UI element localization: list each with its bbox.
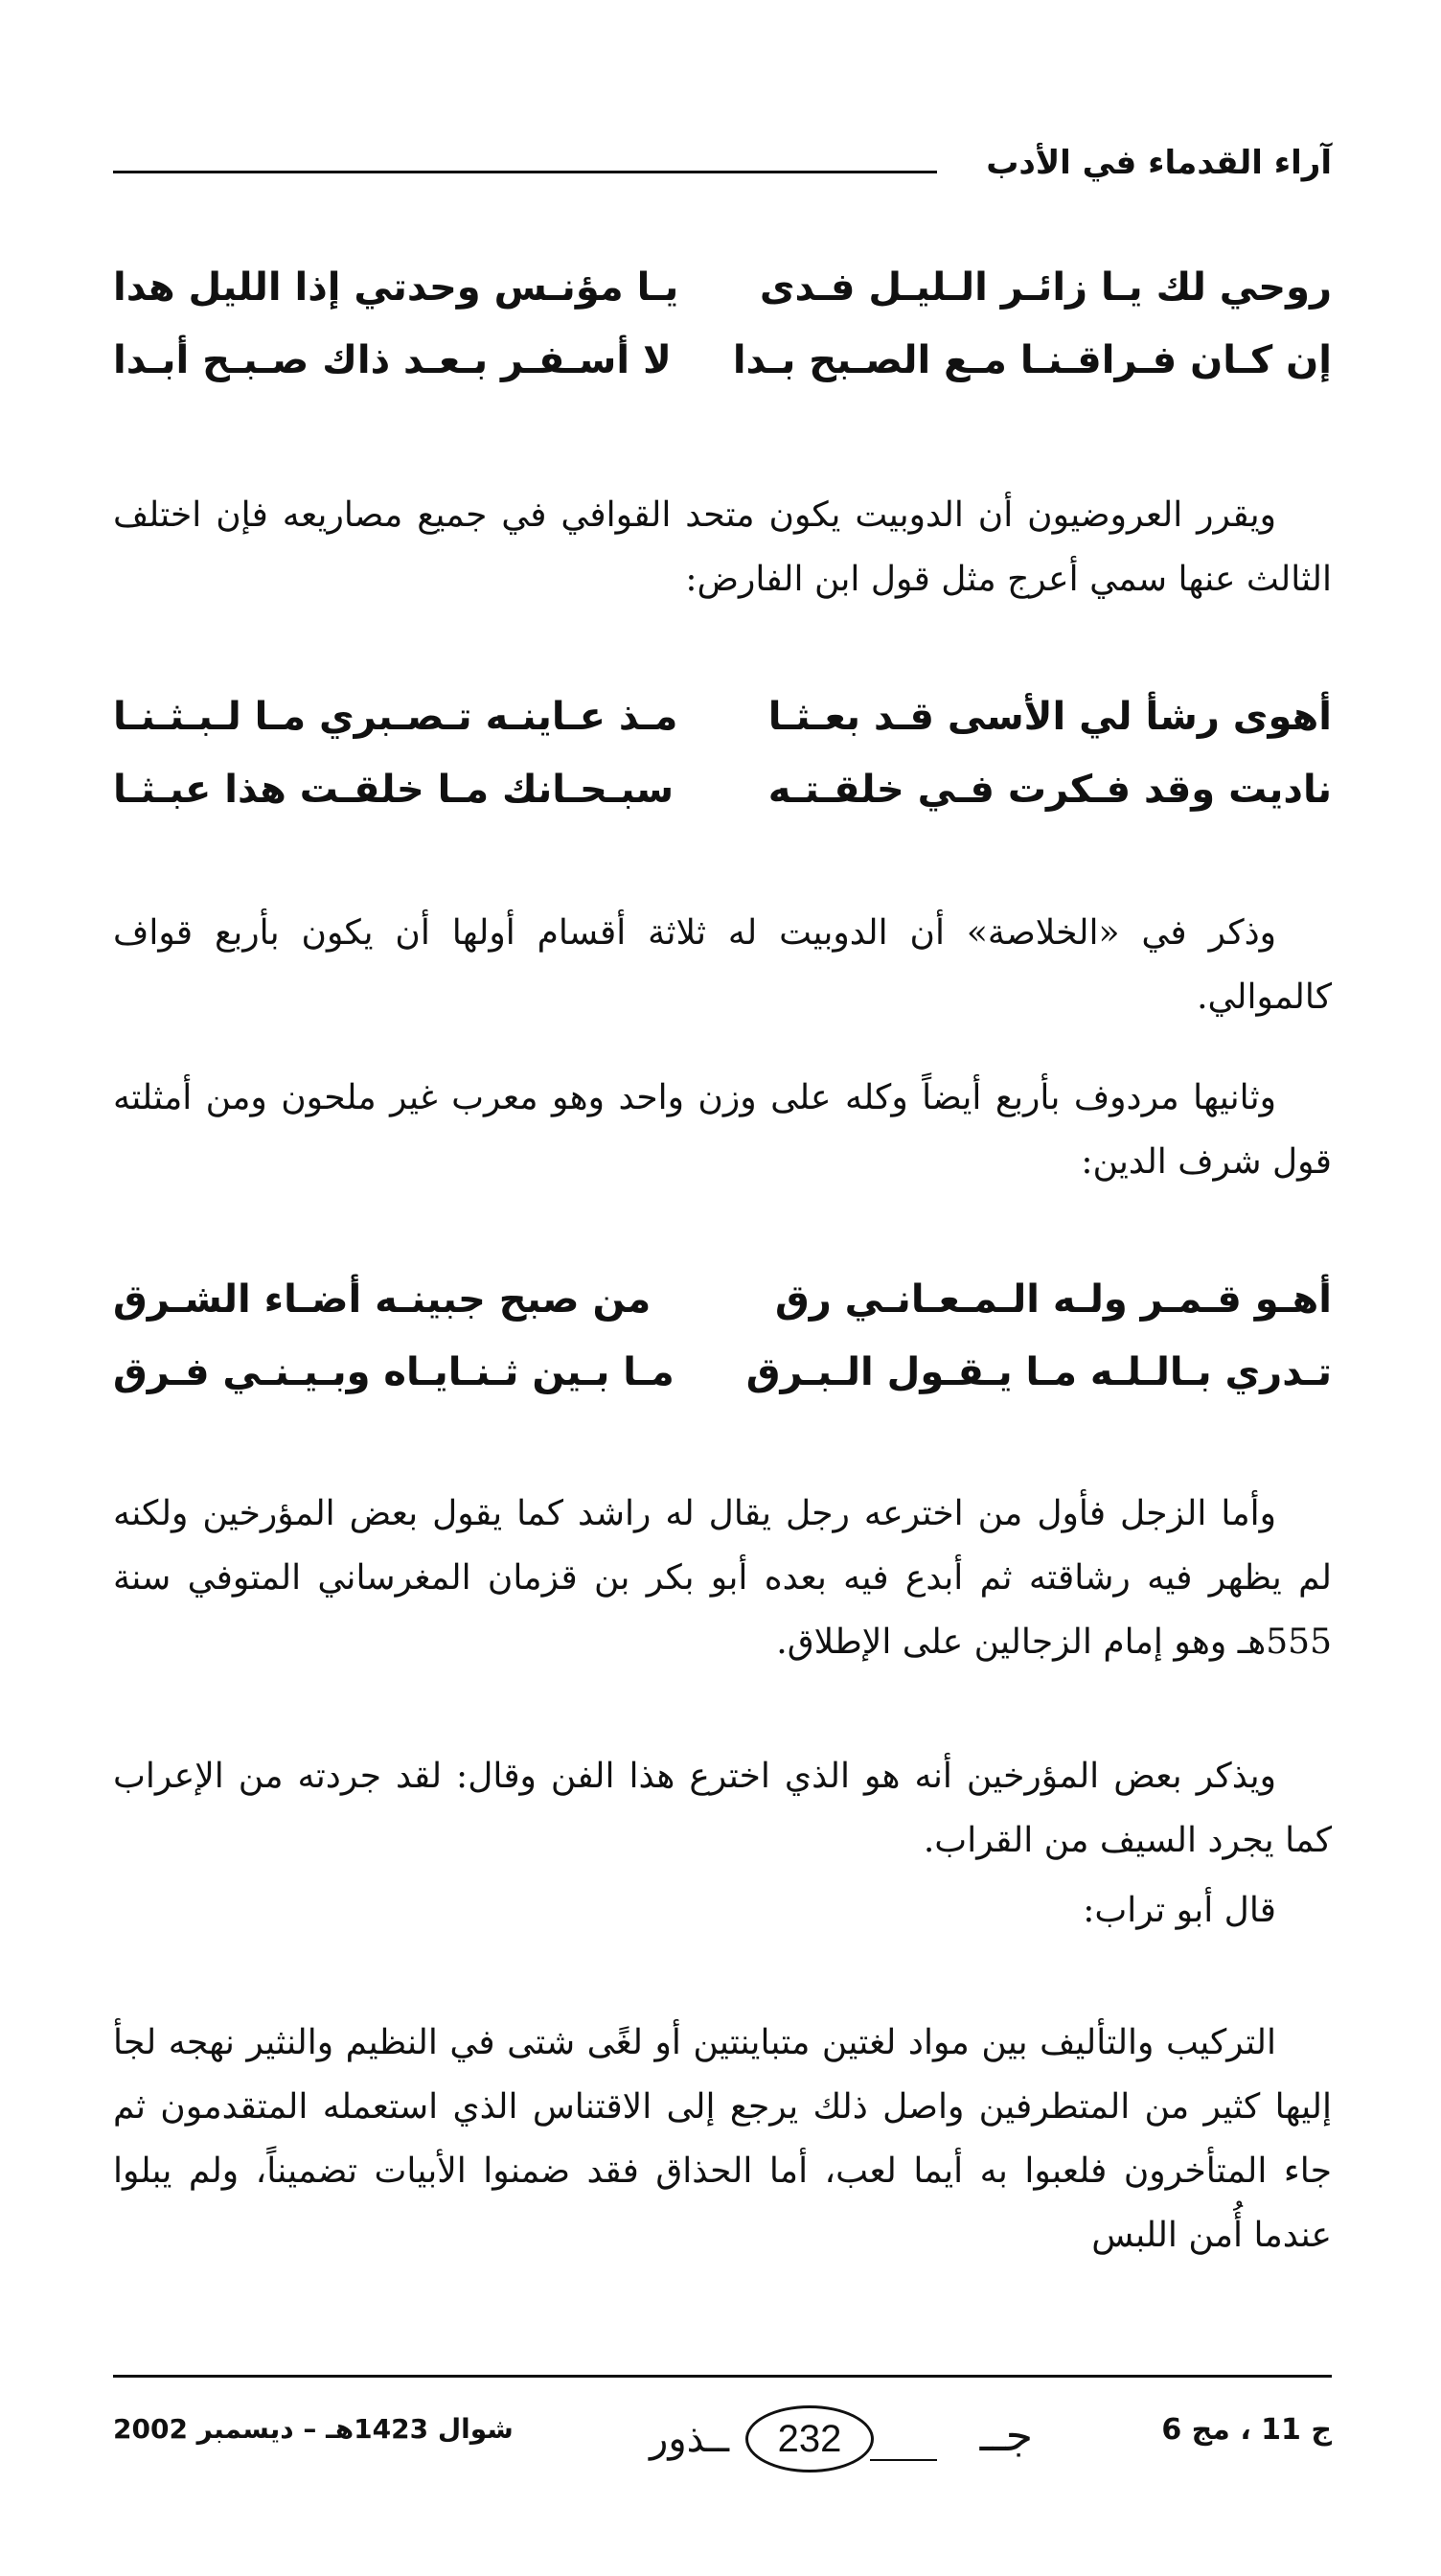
verse-group-1 [113,251,1332,397]
verse-line [113,753,1332,826]
issue-date: شوال 1423هـ – ديسمبر 2002 [113,2413,514,2445]
verse-first-hemistich: ناديت وقد فـكرت فـي خلقـتـه [767,768,1332,812]
verse-second-hemistich: من صبح جبينـه أضـاء الشـرق [113,1277,652,1322]
journal-logo-text-right: جــ [979,2409,1033,2461]
verse-line [113,324,1332,397]
paragraph: قال أبو تراب: [1083,1891,1276,1930]
verse-second-hemistich: مـذ عـاينـه تـصـبري مـا لـبـثـنـا [113,695,678,739]
verse-second-hemistich: مـا بـين ثـنـايـاه وبـيـنـي فـرق [113,1350,675,1394]
verse-first-hemistich: إن كـان فـراقـنـا مـع الصـبح بـدا [732,338,1332,382]
paragraph-block [113,1744,1332,1873]
verse-first-hemistich: أهـو قـمـر ولـه الـمـعـانـي رق [774,1277,1332,1322]
verse-second-hemistich: سبـحـانك مـا خلقـت هذا عبـثـا [113,768,675,812]
page-number: 232 [745,2405,874,2472]
footer-rule [113,2375,1332,2378]
verse-line [113,1263,1332,1336]
verse-second-hemistich: لا أسـفـر بـعـد ذاك صـبـح أبـدا [113,338,672,382]
paragraph: ويقرر العروضيون أن الدوبيت يكون متحد القوافي في جميع مصاريعه فإن اختلف الثالث عنها سمي أعرج مثل قول ابن الفارض: [113,495,1332,599]
verse-group-2 [113,680,1332,826]
paragraph: التركيب والتأليف بين مواد لغتين متباينتين أو لغًى شتى في النظيم والنثير نهجه لجأ إليها كثير من المتطرفين واصل ذلك يرجع إلى الاقتناس الذي استعمله المتقدمون ثم جاء المتأخرون فلعبوا به أيما لعب، أما الحذاق فقد ضمنوا الأبيات تضميناً، ولم يبلوا عندما أُمن اللبس [113,2023,1332,2255]
paragraph-block [113,1066,1332,1194]
verse-first-hemistich: تـدري بـالـلـه مـا يـقـول الـبـرق [745,1350,1332,1394]
paragraph-block [113,1482,1332,1674]
verse-line [113,680,1332,753]
paragraph-block [113,1878,1332,1943]
verse-first-hemistich: روحي لك يـا زائـر الـليـل فـدى [759,265,1332,310]
verse-second-hemistich: يـا مؤنـس وحدتي إذا الليل هدا [113,265,679,310]
paragraph: وثانيها مردوف بأربع أيضاً وكله على وزن واحد وهو معرب غير ملحون ومن أمثلته قول شرف الدين: [113,1078,1332,1182]
verse-first-hemistich: أهوى رشأ لي الأسى قـد بعـثـا [767,695,1332,739]
paragraph-block [113,901,1332,1029]
verse-line [113,1336,1332,1409]
paragraph-block [113,483,1332,611]
header-rule [113,171,937,173]
logo-connector-line [870,2459,937,2461]
paragraph-block [113,2011,1332,2267]
verse-line [113,251,1332,324]
journal-logo-text-left: ــذور [650,2417,730,2461]
paragraph: وأما الزجل فأول من اخترعه رجل يقال له راشد كما يقول بعض المؤرخين ولكنه لم يظهر فيه رشاقته ثم أبدع فيه بعده أبو بكر بن قزمان المغرساني المتوفي سنة 555هـ وهو إمام الزجالين على الإطلاق. [113,1494,1332,1662]
paragraph: ويذكر بعض المؤرخين أنه هو الذي اخترع هذا الفن وقال: لقد جردته من الإعراب كما يجرد السيف من القراب. [113,1757,1332,1860]
running-header [113,144,1332,201]
journal-logo [650,2394,1033,2480]
paragraph: وذكر في «الخلاصة» أن الدوبيت له ثلاثة أقسام أولها أن يكون بأربع قواف كالموالي. [113,913,1332,1017]
page-footer [113,2375,1332,2490]
verse-group-3 [113,1263,1332,1409]
issue-label: ج 11 ، مج 6 [1161,2413,1332,2447]
running-header-title: آراء القدماء في الأدب [986,144,1332,182]
